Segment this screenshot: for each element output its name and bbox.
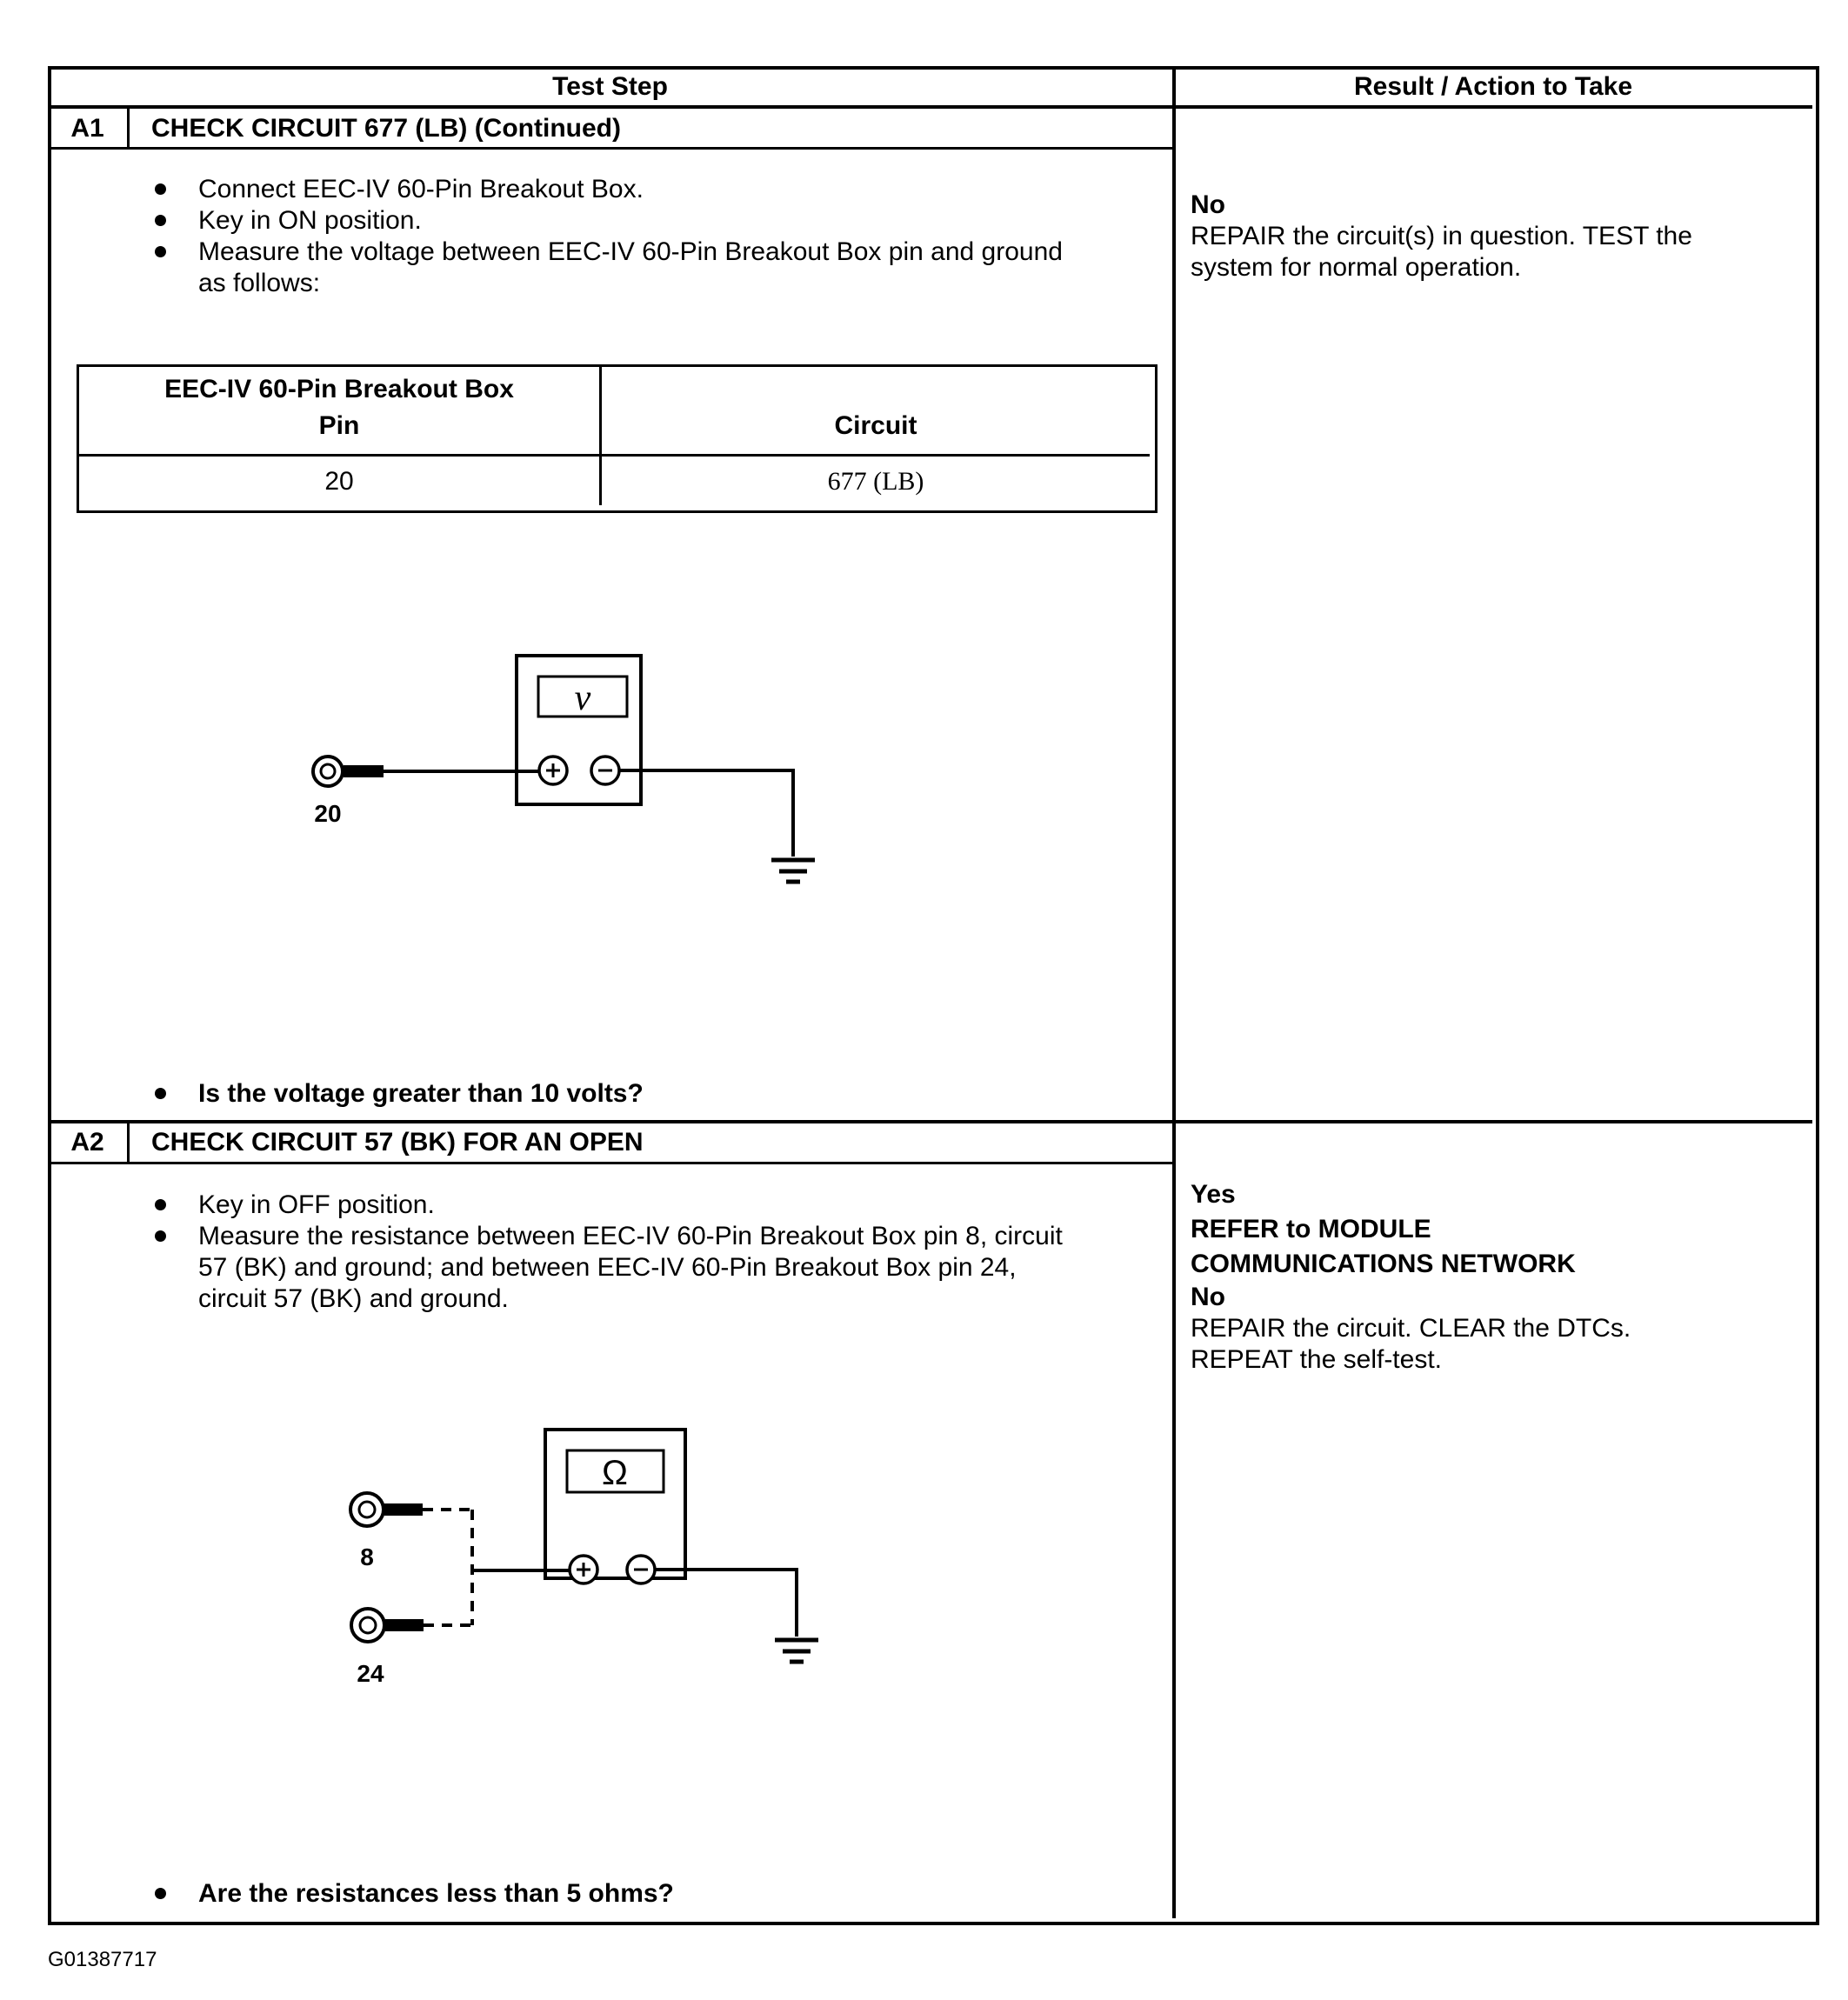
a2-result-no-label: No	[1191, 1283, 1225, 1311]
question-text: Is the voltage greater than 10 volts?	[198, 1079, 644, 1108]
a1-result-no-label: No	[1191, 190, 1225, 219]
a2-question	[153, 1878, 1078, 1910]
figure-id: G01387717	[48, 1948, 157, 1971]
pinpoint-table-border	[48, 66, 1819, 1925]
a1-id-box-divider	[127, 108, 130, 147]
a2-row-top-line	[48, 1120, 1812, 1123]
pin-8-label: 8	[360, 1543, 374, 1570]
circuit-value: 677 (LB)	[827, 467, 924, 496]
result-column-header: Result / Action to Take	[1353, 72, 1633, 101]
a2-result-yes-label: Yes	[1191, 1180, 1236, 1209]
a1-bullet-1	[153, 174, 1078, 205]
a2-result-no-action: REPAIR the circuit. CLEAR the DTCs. REPEAT the self-test.	[1191, 1314, 1638, 1374]
a1-step-id: A1	[70, 114, 104, 143]
connector-pin-inner	[321, 764, 335, 778]
bullet-text: Key in ON position.	[198, 206, 422, 235]
test-plug-icon	[384, 1503, 423, 1516]
meter-symbol-label: Ω	[602, 1454, 628, 1492]
bullet-icon	[155, 1199, 166, 1210]
question-text: Are the resistances less than 5 ohms?	[198, 1879, 674, 1908]
pin-col-header-line2: Pin	[318, 411, 360, 440]
pin-col-header-line1: EEC-IV 60-Pin Breakout Box	[164, 375, 514, 403]
bullet-icon	[155, 1088, 166, 1099]
a2-strip-bottom-line	[48, 1162, 1172, 1164]
connector-pin-inner	[359, 1502, 375, 1517]
voltmeter-diagram	[309, 643, 831, 904]
bullet-text: Measure the resistance between EEC-IV 60-Pin Breakout Box pin 8, circuit 57 (BK) and ground; and between EEC-IV 60-Pin Breakout Box pin 24, circuit 57 (BK) and ground.	[198, 1222, 1063, 1313]
wire-right	[619, 770, 793, 857]
a1-question	[153, 1078, 1078, 1110]
connector-pin-inner	[360, 1617, 376, 1633]
test-plug-icon	[344, 765, 384, 777]
meter-symbol-label: v	[574, 678, 591, 718]
pin-table-header-line	[79, 454, 1150, 457]
ohmmeter-diagram	[339, 1409, 878, 1696]
bullet-text: Key in OFF position.	[198, 1190, 435, 1219]
bullet-icon	[155, 246, 166, 257]
header-separator	[48, 105, 1812, 109]
a1-bullet-3	[153, 237, 1078, 299]
bullet-icon	[155, 215, 166, 226]
a1-result-no-action: REPAIR the circuit(s) in question. TEST the system for normal operation.	[1191, 222, 1700, 282]
a2-step-id: A2	[70, 1128, 104, 1157]
bullet-text: Measure the voltage between EEC-IV 60-Pin Breakout Box pin and ground as follows:	[198, 237, 1063, 297]
a1-strip-bottom-line	[48, 147, 1172, 150]
circuit-col-header: Circuit	[834, 411, 917, 440]
bullet-icon	[155, 1888, 166, 1899]
breakout-pin-table	[77, 364, 1158, 513]
a2-step-title: CHECK CIRCUIT 57 (BK) FOR AN OPEN	[151, 1128, 644, 1157]
a2-id-box-divider	[127, 1123, 130, 1162]
test-plug-icon	[385, 1619, 424, 1631]
pin-24-label: 24	[357, 1660, 384, 1687]
a1-bullet-2	[153, 205, 1078, 237]
bullet-icon	[155, 183, 166, 195]
a2-bullet-1	[153, 1190, 1078, 1221]
test-step-column-header: Test Step	[552, 72, 668, 101]
a1-step-title: CHECK CIRCUIT 677 (LB) (Continued)	[151, 114, 621, 143]
column-divider	[1172, 66, 1176, 1918]
pin-20-label: 20	[314, 800, 342, 827]
pin-value: 20	[324, 467, 354, 496]
bullet-text: Connect EEC-IV 60-Pin Breakout Box.	[198, 175, 644, 203]
a2-result-yes-action: REFER to MODULE COMMUNICATIONS NETWORK	[1191, 1215, 1576, 1278]
bullet-icon	[155, 1230, 166, 1242]
a2-bullet-2	[153, 1221, 1078, 1315]
